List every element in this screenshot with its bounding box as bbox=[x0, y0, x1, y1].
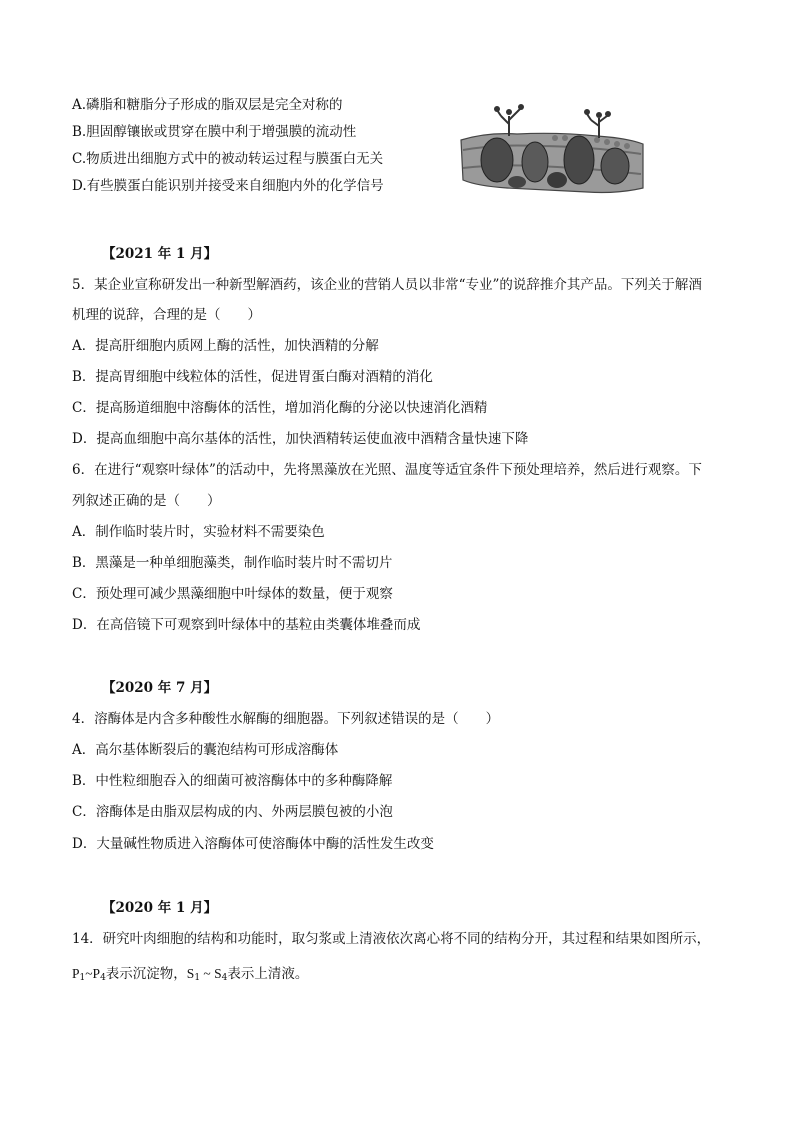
q6-stem-line1: 6．在进行“观察叶绿体”的活动中，先将黑藻放在光照、温度等适宜条件下预处理培养，然后进行观察。下 bbox=[72, 462, 702, 478]
p-sub-start: 1 bbox=[79, 973, 86, 983]
q4-option-a: A．高尔基体断裂后的囊泡结构可形成溶酶体 bbox=[72, 742, 339, 758]
p-range: ~P bbox=[85, 966, 101, 981]
p-sub-end: 4 bbox=[100, 973, 106, 983]
s-range: ~ S bbox=[200, 966, 222, 981]
option-c: C.物质进出细胞方式中的被动转运过程与膜蛋白无关 bbox=[72, 151, 384, 167]
section-header-2021-jan: 【2021 年 1 月】 bbox=[102, 246, 218, 262]
q4-stem: 4．溶酶体是内含多种酸性水解酶的细胞器。下列叙述错误的是（ ） bbox=[72, 711, 500, 727]
q6-option-c: C．预处理可减少黑藻细胞中叶绿体的数量，便于观察 bbox=[72, 586, 393, 602]
q4-option-b: B．中性粒细胞吞入的细菌可被溶酶体中的多种酶降解 bbox=[72, 773, 393, 789]
s-symbol: S bbox=[186, 966, 195, 981]
q6-option-d: D．在高倍镜下可观察到叶绿体中的基粒由类囊体堆叠而成 bbox=[72, 617, 421, 633]
option-d: D.有些膜蛋白能识别并接受来自细胞内外的化学信号 bbox=[72, 178, 384, 194]
q14-stem-line2 bbox=[72, 964, 308, 988]
option-b: B.胆固醇镶嵌或贯穿在膜中利于增强膜的流动性 bbox=[72, 124, 357, 140]
q5-option-c: C．提高肠道细胞中溶酶体的活性，增加消化酶的分泌以快速消化酒精 bbox=[72, 400, 488, 416]
section-header-2020-jan: 【2020 年 1 月】 bbox=[102, 900, 218, 916]
supernatant-text: 表示上清液。 bbox=[227, 966, 309, 982]
q5-option-d: D．提高血细胞中高尔基体的活性，加快酒精转运使血液中酒精含量快速下降 bbox=[72, 431, 529, 447]
cell-membrane-figure bbox=[457, 102, 647, 198]
q5-option-a: A．提高肝细胞内质网上酶的活性，加快酒精的分解 bbox=[72, 338, 379, 354]
q6-option-a: A．制作临时装片时，实验材料不需要染色 bbox=[72, 524, 325, 540]
option-a: A.磷脂和糖脂分子形成的脂双层是完全对称的 bbox=[72, 97, 343, 113]
section-header-2020-jul: 【2020 年 7 月】 bbox=[102, 680, 218, 696]
q4-option-d: D．大量碱性物质进入溶酶体可使溶酶体中酶的活性发生改变 bbox=[72, 836, 434, 852]
s-sub-start: 1 bbox=[194, 973, 201, 983]
q4-option-c: C．溶酶体是由脂双层构成的内、外两层膜包被的小泡 bbox=[72, 804, 393, 820]
q5-stem-line2: 机理的说辞，合理的是（ ） bbox=[72, 307, 261, 323]
q5-stem-line1: 5．某企业宣称研发出一种新型解酒药，该企业的营销人员以非常“专业”的说辞推介其产品。下列关于解酒 bbox=[72, 277, 702, 293]
q5-option-b: B．提高胃细胞中线粒体的活性，促进胃蛋白酶对酒精的消化 bbox=[72, 369, 433, 385]
q14-stem-line1: 14．研究叶肉细胞的结构和功能时，取匀浆或上清液依次离心将不同的结构分开，其过程和结果如图所示， bbox=[72, 931, 711, 947]
q6-option-b: B．黑藻是一种单细胞藻类，制作临时装片时不需切片 bbox=[72, 555, 393, 571]
s-sub-end: 4 bbox=[221, 973, 228, 983]
q6-stem-line2: 列叙述正确的是（ ） bbox=[72, 493, 221, 509]
precipitate-text: 表示沉淀物， bbox=[105, 966, 187, 982]
p-symbol: P bbox=[72, 966, 80, 981]
